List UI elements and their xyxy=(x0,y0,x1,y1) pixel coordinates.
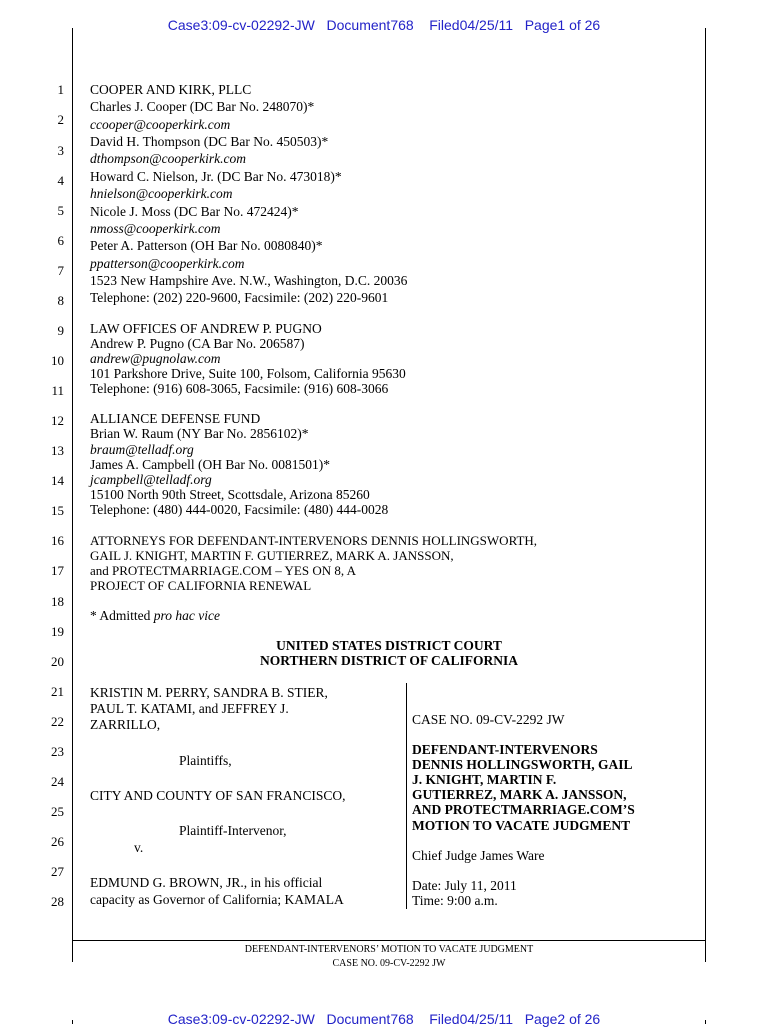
court-district: NORTHERN DISTRICT OF CALIFORNIA xyxy=(260,653,518,668)
line-number: 21 xyxy=(51,684,64,699)
firm-address: 1523 New Hampshire Ave. N.W., Washington, D.C. 20036 xyxy=(90,273,408,288)
line-number: 15 xyxy=(51,503,64,518)
filing-header: Case3:09-cv-02292-JW Document768 Filed04/25/11 Page1 of 26 xyxy=(167,17,601,33)
attorneys-for-line: PROJECT OF CALIFORNIA RENEWAL xyxy=(90,578,312,593)
attorney-name: James A. Campbell (OH Bar No. 0081501)* xyxy=(90,457,330,472)
plaintiffs-names: PAUL T. KATAMI, and JEFFREY J. xyxy=(90,701,289,716)
attorney-email: braum@telladf.org xyxy=(90,442,194,457)
line-number: 24 xyxy=(51,774,64,789)
line-number: 14 xyxy=(51,473,64,488)
court-name: UNITED STATES DISTRICT COURT xyxy=(276,638,502,653)
line-number: 19 xyxy=(51,624,64,639)
line-number: 6 xyxy=(57,233,64,248)
next-page-right-rule xyxy=(705,1020,706,1024)
attorney-email: andrew@pugnolaw.com xyxy=(90,351,221,366)
line-number: 11 xyxy=(51,383,64,398)
line-number: 3 xyxy=(57,143,64,158)
line-number: 16 xyxy=(51,533,64,548)
attorney-email: jcampbell@telladf.org xyxy=(90,472,212,487)
attorneys-for-line: ATTORNEYS FOR DEFENDANT-INTERVENORS DENNIS HOLLINGSWORTH, xyxy=(90,533,538,548)
attorney-name: Nicole J. Moss (DC Bar No. 472424)* xyxy=(90,204,299,219)
attorneys-for-line: and PROTECTMARRIAGE.COM – YES ON 8, A xyxy=(90,563,357,578)
firm-name: COOPER AND KIRK, PLLC xyxy=(90,82,252,97)
line-number: 13 xyxy=(51,443,64,458)
line-number: 18 xyxy=(51,594,64,609)
admitted-italic: pro hac vice xyxy=(153,608,220,623)
line-number: 28 xyxy=(51,894,64,909)
motion-title: DEFENDANT-INTERVENORS xyxy=(412,742,598,757)
attorney-name: Charles J. Cooper (DC Bar No. 248070)* xyxy=(90,99,315,114)
line-number: 2 xyxy=(57,112,64,127)
line-number: 20 xyxy=(51,654,64,669)
line-number: 4 xyxy=(57,173,64,188)
hearing-date: Date: July 11, 2011 xyxy=(412,878,517,893)
attorney-email: ccooper@cooperkirk.com xyxy=(90,117,231,132)
firm-name: ALLIANCE DEFENSE FUND xyxy=(90,411,261,426)
line-number: 10 xyxy=(51,353,64,368)
firm-name: LAW OFFICES OF ANDREW P. PUGNO xyxy=(90,321,322,336)
versus: v. xyxy=(134,840,144,855)
admitted-prefix: * Admitted xyxy=(90,608,154,623)
firm-phone: Telephone: (202) 220-9600, Facsimile: (202) 220-9601 xyxy=(90,290,389,305)
intervenor-label: Plaintiff-Intervenor, xyxy=(179,823,287,838)
line-number: 26 xyxy=(51,834,64,849)
firm-address: 15100 North 90th Street, Scottsdale, Arizona 85260 xyxy=(90,487,370,502)
firm-phone: Telephone: (480) 444-0020, Facsimile: (480) 444-0028 xyxy=(90,502,389,517)
plaintiffs-names: KRISTIN M. PERRY, SANDRA B. STIER, xyxy=(90,685,328,700)
line-number: 9 xyxy=(57,323,64,338)
line-number: 5 xyxy=(57,203,64,218)
right-margin-rule xyxy=(705,28,706,962)
attorneys-for-line: GAIL J. KNIGHT, MARTIN F. GUTIERREZ, MARK A. JANSSON, xyxy=(90,548,454,563)
line-number: 22 xyxy=(51,714,64,729)
intervenor-name: CITY AND COUNTY OF SAN FRANCISCO, xyxy=(90,788,346,803)
motion-title: J. KNIGHT, MARTIN F. xyxy=(412,772,557,787)
defendant-names: capacity as Governor of California; KAMALA xyxy=(90,892,344,907)
motion-title: AND PROTECTMARRIAGE.COM’S xyxy=(412,802,635,817)
firm-phone: Telephone: (916) 608-3065, Facsimile: (916) 608-3066 xyxy=(90,381,389,396)
attorney-email: nmoss@cooperkirk.com xyxy=(90,221,221,236)
line-number: 27 xyxy=(51,864,64,879)
plaintiffs-label: Plaintiffs, xyxy=(179,753,232,768)
caption-divider xyxy=(406,683,407,909)
line-number: 8 xyxy=(57,293,64,308)
line-number: 25 xyxy=(51,804,64,819)
case-number: CASE NO. 09-CV-2292 JW xyxy=(412,712,565,727)
firm-address: 101 Parkshore Drive, Suite 100, Folsom, California 95630 xyxy=(90,366,406,381)
attorney-name: David H. Thompson (DC Bar No. 450503)* xyxy=(90,134,329,149)
motion-title: DENNIS HOLLINGSWORTH, GAIL xyxy=(412,757,633,772)
attorney-name: Brian W. Raum (NY Bar No. 2856102)* xyxy=(90,426,309,441)
footer-title: DEFENDANT-INTERVENORS’ MOTION TO VACATE JUDGMENT xyxy=(244,944,534,955)
line-number: 12 xyxy=(51,413,64,428)
attorney-email: ppatterson@cooperkirk.com xyxy=(90,256,245,271)
admitted-note xyxy=(90,608,220,623)
judge-name: Chief Judge James Ware xyxy=(412,848,545,863)
footer-case-number: CASE NO. 09-CV-2292 JW xyxy=(332,958,446,969)
attorney-email: hnielson@cooperkirk.com xyxy=(90,186,233,201)
hearing-time: Time: 9:00 a.m. xyxy=(412,893,498,908)
motion-title: GUTIERREZ, MARK A. JANSSON, xyxy=(412,787,627,802)
plaintiffs-names: ZARRILLO, xyxy=(90,717,161,732)
motion-title: MOTION TO VACATE JUDGMENT xyxy=(412,818,631,833)
footer-rule xyxy=(72,940,706,941)
attorney-name: Peter A. Patterson (OH Bar No. 0080840)* xyxy=(90,238,323,253)
defendant-names: EDMUND G. BROWN, JR., in his official xyxy=(90,875,323,890)
line-number: 1 xyxy=(57,82,64,97)
attorney-name: Andrew P. Pugno (CA Bar No. 206587) xyxy=(90,336,305,351)
next-page-left-rule xyxy=(72,1020,73,1024)
line-number: 7 xyxy=(57,263,64,278)
left-margin-rule xyxy=(72,28,73,962)
attorney-name: Howard C. Nielson, Jr. (DC Bar No. 473018)* xyxy=(90,169,342,184)
next-page-header: Case3:09-cv-02292-JW Document768 Filed04/25/11 Page2 of 26 xyxy=(167,1011,601,1027)
attorney-email: dthompson@cooperkirk.com xyxy=(90,151,247,166)
line-number: 23 xyxy=(51,744,64,759)
line-number: 17 xyxy=(51,563,64,578)
